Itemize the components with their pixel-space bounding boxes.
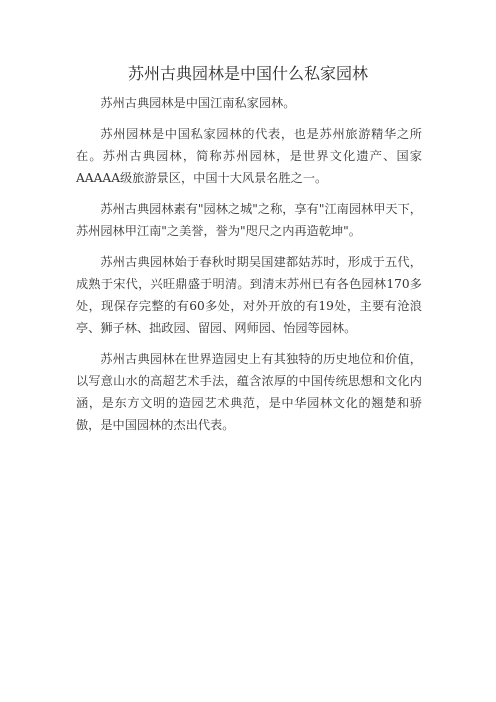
paragraph-1: 苏州古典园林是中国江南私家园林。	[100, 96, 296, 110]
paragraph-2: 苏州园林是中国私家园林的代表，也是苏州旅游精华之所在。苏州古典园林，简称苏州园林，是世界文化遗产、国家AAAAA级旅游景区，中国十大风景名胜之一。	[76, 127, 422, 185]
paragraph-3: 苏州古典园林素有"园林之城"之称，享有"江南园林甲天下，苏州园林甲江南"之美誉，誉为"咫尺之内再造乾坤"。	[76, 202, 422, 238]
paragraph-4: 苏州古典园林始于春秋时期吴国建都姑苏时，形成于五代，成熟于宋代，兴旺鼎盛于明清。到清末苏州已有各色园林170多处，现保存完整的有60多处，对外开放的有19处，主要有沧浪亭、狮子林、拙政园、留园、网师园、怡园等园林。	[76, 255, 422, 335]
document-body	[76, 92, 422, 445]
document-title: 苏州古典园林是中国什么私家园林	[127, 64, 368, 83]
paragraph-5: 苏州古典园林在世界造园史上有其独特的历史地位和价值，以写意山水的高超艺术手法，蕴含浓厚的中国传统思想和文化内涵，是东方文明的造园艺术典范，是中华园林文化的翘楚和骄傲，是中国园林的杰出代表。	[76, 352, 422, 432]
